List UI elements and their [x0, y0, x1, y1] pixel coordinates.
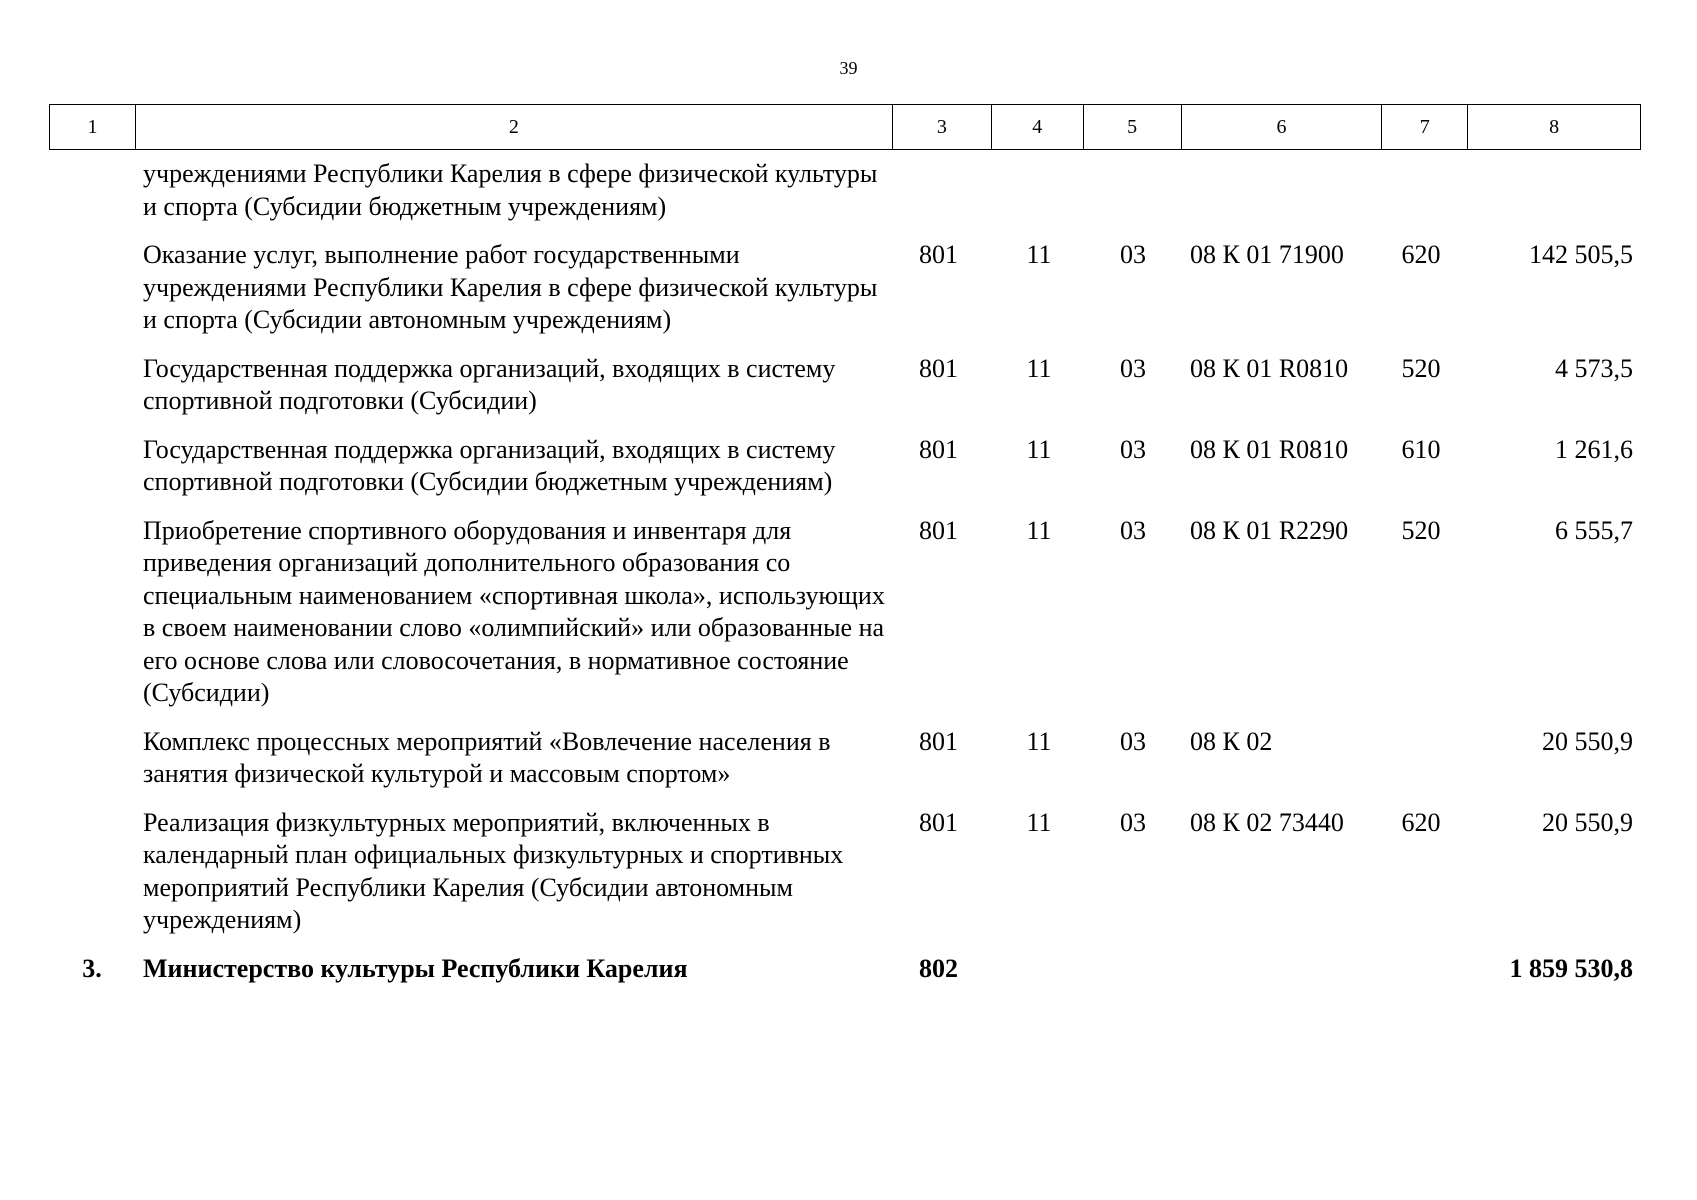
- row-ministry-code: 801: [919, 515, 958, 545]
- total-name: Министерство культуры Республики Карелия: [143, 953, 688, 983]
- row-ministry-code: 801: [919, 807, 958, 837]
- row-subsection: 03: [1120, 434, 1146, 464]
- row-name: учреждениями Республики Карелия в сфере физической культуры и спорта (Субсидии бюджетным учреждениям): [143, 159, 878, 221]
- table-header: [49, 104, 1641, 150]
- header-col-8: 8: [1549, 115, 1560, 138]
- row-expense-type: 620: [1401, 807, 1441, 837]
- table-row: [49, 158, 1641, 223]
- row-number: [49, 807, 135, 937]
- row-target-item: 08 К 01 R2290: [1190, 515, 1349, 545]
- table-row: [49, 807, 1641, 937]
- row-name: Реализация физкультурных мероприятий, включенных в календарный план официальных физкультурных и спортивных мероприятий Республики Карелия (Субсидии автономным учреждениям): [143, 807, 844, 934]
- page-number: 39: [839, 58, 858, 78]
- row-expense-type: 520: [1401, 515, 1441, 545]
- row-number: [49, 515, 135, 710]
- row-subsection: 03: [1120, 515, 1146, 545]
- row-amount: 20 550,9: [1542, 726, 1633, 756]
- row-section: 11: [1026, 515, 1052, 545]
- row-amount: 142 505,5: [1529, 240, 1633, 269]
- row-ministry-code: 801: [919, 240, 958, 269]
- total-subsection: [1084, 953, 1182, 986]
- row-amount: [1469, 158, 1641, 223]
- row-name: Приобретение спортивного оборудования и инвентаря для приведения организаций дополнительного образования со специальным наименованием «спортивная школа», использующих в своем наименовании слово «олимпийский» или образованные на его основе слова или словосочетания, в нормативное состояние (Субсидии): [143, 515, 885, 707]
- row-ministry-code: 801: [919, 353, 958, 383]
- row-name: Оказание услуг, выполнение работ государственными учреждениями Республики Карелия в сфере физической культуры и спорта (Субсидии автономным учреждениям): [143, 240, 878, 334]
- total-amount: 1 859 530,8: [1509, 953, 1633, 983]
- table-row: [49, 434, 1641, 499]
- row-number: [49, 726, 135, 791]
- header-col-4: 4: [992, 105, 1084, 149]
- total-expense-type: [1383, 953, 1469, 986]
- header-col-6: 6: [1182, 105, 1383, 149]
- row-section: 11: [1026, 434, 1052, 464]
- header-col-3: 3: [893, 105, 992, 149]
- row-subsection: [1084, 158, 1182, 223]
- table-row: [49, 353, 1641, 418]
- row-expense-type: [1383, 726, 1469, 791]
- row-subsection: 03: [1120, 807, 1146, 837]
- row-number: [49, 353, 135, 418]
- row-target-item: 08 К 02 73440: [1190, 807, 1344, 837]
- table-body: [49, 158, 1641, 1001]
- row-expense-type: [1383, 158, 1469, 223]
- row-section: 11: [1026, 807, 1052, 837]
- row-expense-type: 610: [1401, 434, 1441, 464]
- row-amount: 6 555,7: [1555, 515, 1633, 545]
- total-ministry-code: 802: [919, 953, 958, 983]
- row-target-item: 08 К 02: [1190, 726, 1273, 756]
- row-name: Государственная поддержка организаций, входящих в систему спортивной подготовки (Субсидии бюджетным учреждениям): [143, 434, 836, 496]
- total-section: [992, 953, 1084, 986]
- header-col-2: 2: [136, 105, 893, 149]
- row-amount: 4 573,5: [1555, 353, 1633, 383]
- row-target-item: [1182, 158, 1383, 223]
- row-section: 11: [1026, 726, 1052, 756]
- row-target-item: 08 К 01 R0810: [1190, 434, 1349, 464]
- row-number: [49, 434, 135, 499]
- total-target-item: [1182, 953, 1383, 986]
- header-col-5: 5: [1084, 105, 1182, 149]
- row-section: 11: [1026, 240, 1052, 269]
- row-ministry-code: [893, 158, 992, 223]
- table-row: [49, 239, 1641, 337]
- row-expense-type: 620: [1401, 240, 1441, 269]
- row-section: [992, 158, 1084, 223]
- row-name: Комплекс процессных мероприятий «Вовлечение населения в занятия физической культурой и массовым спортом»: [143, 726, 831, 788]
- header-col-7: 7: [1382, 105, 1468, 149]
- header-col-1: 1: [50, 105, 136, 149]
- row-section: 11: [1026, 353, 1052, 383]
- row-name: Государственная поддержка организаций, входящих в систему спортивной подготовки (Субсидии): [143, 353, 836, 415]
- row-target-item: 08 К 01 R0810: [1190, 353, 1349, 383]
- total-number: 3.: [82, 953, 102, 983]
- row-subsection: 03: [1120, 240, 1146, 269]
- table-row: [49, 726, 1641, 791]
- row-amount: 20 550,9: [1542, 807, 1633, 837]
- row-subsection: 03: [1120, 353, 1146, 383]
- row-amount: 1 261,6: [1555, 434, 1633, 464]
- row-subsection: 03: [1120, 726, 1146, 756]
- ministry-total-row: [49, 953, 1641, 986]
- table-row: [49, 515, 1641, 710]
- row-number: [49, 158, 135, 223]
- row-ministry-code: 801: [919, 434, 958, 464]
- row-ministry-code: 801: [919, 726, 958, 756]
- row-number: [49, 239, 135, 337]
- row-expense-type: 520: [1401, 353, 1441, 383]
- row-target-item: 08 К 01 71900: [1190, 240, 1344, 269]
